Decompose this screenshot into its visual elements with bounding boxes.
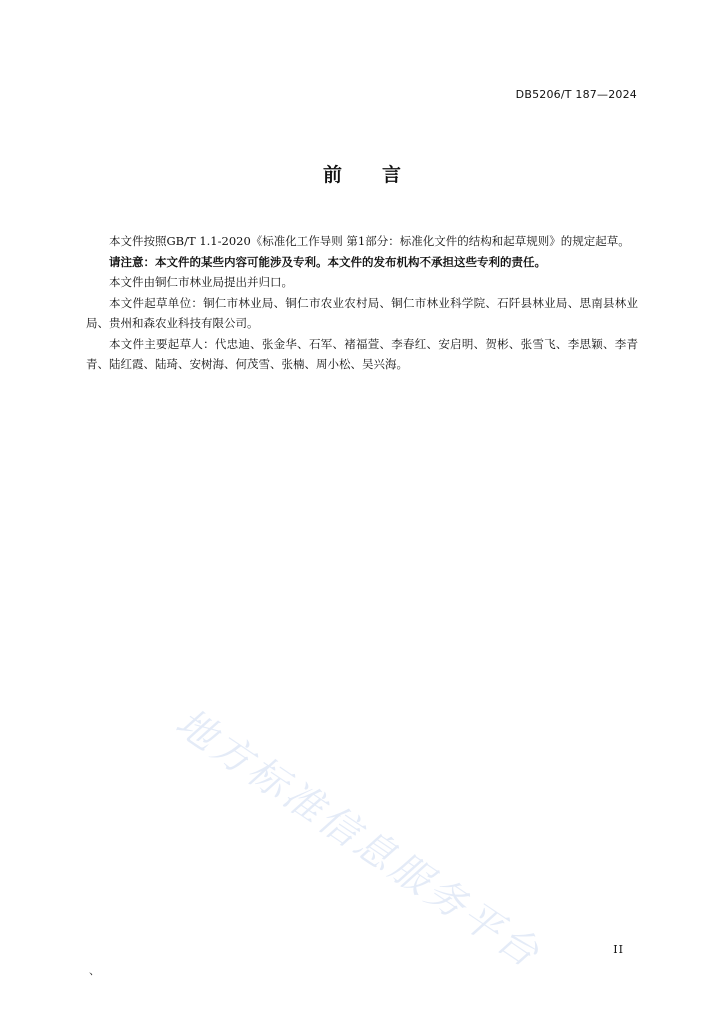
paragraph-drafting-units: 本文件起草单位：铜仁市林业局、铜仁市农业农村局、铜仁市林业科学院、石阡县林业局、思南县林业局、贵州和森农业科技有限公司。 [86, 295, 638, 330]
watermark: 地方标准信息服务平台 [167, 700, 550, 979]
title-char-1: 前 [322, 164, 342, 186]
document-code: DB5206/T 187—2024 [515, 88, 637, 101]
page-title [0, 164, 724, 186]
paragraph-patent-notice: 请注意：本文件的某些内容可能涉及专利。本文件的发布机构不承担这些专利的责任。 [109, 254, 546, 269]
paragraph-proposer: 本文件由铜仁市林业局提出并归口。 [109, 275, 293, 289]
title-char-2: 言 [382, 164, 402, 186]
stray-mark: 、 [89, 964, 100, 977]
page-number: II [613, 943, 624, 956]
paragraph-drafters: 本文件主要起草人：代忠迪、张金华、石军、褚福萱、李春红、安启明、贺彬、张雪飞、李思颖、李青青、陆红霞、陆琦、安树海、何茂雪、张楠、周小松、吴兴海。 [86, 336, 638, 371]
foreword-body [86, 231, 638, 375]
paragraph-drafting-rules: 本文件按照GB/T 1.1-2020《标准化工作导则 第1部分：标准化文件的结构和起草规则》的规定起草。 [109, 234, 630, 248]
